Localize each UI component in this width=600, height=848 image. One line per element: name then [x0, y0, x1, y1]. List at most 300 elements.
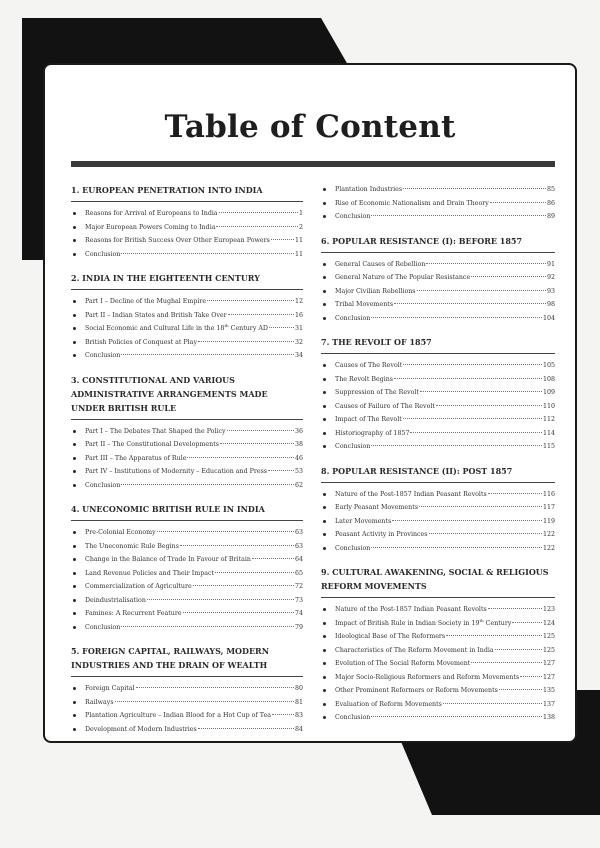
entry-title: Conclusion: [335, 213, 371, 220]
entry-page-number: 117: [542, 504, 555, 511]
entry-title: Deindustrialisation: [85, 596, 146, 604]
entry-title: Tribal Movements: [335, 301, 394, 308]
toc-section: [321, 335, 555, 454]
dot-leader: [180, 545, 294, 546]
bullet-icon: [73, 572, 76, 575]
dot-leader: [495, 649, 542, 650]
entry-title: Railways: [85, 698, 114, 706]
entry-page-number: 116: [542, 490, 555, 498]
toc-entry[interactable]: [71, 709, 303, 723]
entry-page-number: 104: [542, 314, 555, 322]
dot-leader: [183, 612, 294, 613]
bullet-icon: [323, 263, 326, 266]
dot-leader: [121, 354, 294, 355]
entry-page-number: 92: [546, 274, 555, 281]
dot-leader: [198, 728, 294, 729]
entry-title: Causes of The Revolt: [335, 362, 403, 369]
bullet-icon: [323, 276, 326, 279]
entry-title: Plantation Agriculture – Indian Blood for a Hot Cup of Tea: [85, 712, 271, 719]
bullet-icon: [323, 703, 326, 706]
section-item-list: [321, 603, 555, 725]
dot-leader: [215, 572, 294, 573]
entry-page-number: 1: [298, 210, 303, 217]
entry-page-number: 80: [294, 685, 303, 692]
dot-leader: [115, 701, 294, 702]
toc-entry[interactable]: [321, 671, 555, 685]
entry-title: Part II – Indian States and British Take Over: [85, 311, 227, 319]
section-item-list: [71, 207, 303, 261]
dot-leader: [216, 226, 298, 227]
dot-leader: [394, 303, 546, 304]
entry-page-number: 11: [294, 250, 303, 258]
toc-entry[interactable]: [71, 322, 303, 336]
toc-entry[interactable]: [321, 488, 555, 502]
toc-entry[interactable]: [71, 723, 303, 737]
bullet-icon: [323, 622, 326, 625]
entry-page-number: 38: [294, 441, 303, 448]
entry-title: The Uneconomic Rule Begins: [85, 542, 179, 550]
entry-title: Major European Powers Coming to India: [85, 223, 216, 231]
entry-title: Nature of the Post-1857 Indian Peasant Revolts: [335, 606, 487, 613]
entry-title: Historiography of 1857: [335, 429, 410, 437]
entry-title: British Policies of Conquest at Play: [85, 338, 197, 346]
bullet-icon: [323, 364, 326, 367]
toc-entry[interactable]: [321, 711, 555, 725]
toc-section: [71, 183, 303, 261]
bullet-icon: [73, 457, 76, 460]
entry-page-number: 11: [294, 237, 303, 244]
bullet-icon: [73, 470, 76, 473]
toc-entry[interactable]: [321, 603, 555, 617]
toc-entry[interactable]: [71, 696, 303, 710]
toc-section: [321, 183, 555, 224]
bullet-icon: [73, 314, 76, 317]
entry-page-number: 34: [294, 352, 303, 359]
toc-entry[interactable]: [71, 438, 303, 452]
dot-leader: [403, 364, 542, 365]
toc-entry[interactable]: [321, 413, 555, 427]
toc-section: [71, 373, 303, 493]
entry-title: Reasons for Arrival of Europeans to India: [85, 210, 218, 217]
entry-title: General Nature of The Popular Resistance: [335, 274, 471, 281]
toc-entry[interactable]: [71, 479, 303, 493]
bullet-icon: [323, 378, 326, 381]
toc-entry[interactable]: [321, 698, 555, 712]
bullet-icon: [323, 188, 326, 191]
toc-entry[interactable]: [71, 452, 303, 466]
entry-page-number: 53: [294, 468, 303, 475]
toc-entry[interactable]: [321, 427, 555, 441]
entry-page-number: 72: [294, 583, 303, 590]
toc-entry[interactable]: [71, 526, 303, 540]
section-item-list: [71, 526, 303, 634]
toc-entry[interactable]: [71, 567, 303, 581]
toc-entry[interactable]: [321, 400, 555, 414]
dot-leader: [443, 703, 542, 704]
dot-leader: [512, 622, 542, 623]
dot-leader: [490, 202, 546, 203]
entry-title: Later Movements: [335, 517, 392, 525]
section-heading: 5. FOREIGN CAPITAL, RAILWAYS, MODERN INDUSTRIES AND THE DRAIN OF WEALTH: [71, 644, 303, 677]
entry-page-number: 137: [542, 700, 555, 708]
dot-leader: [403, 188, 546, 189]
section-item-list: [71, 425, 303, 493]
toc-entry[interactable]: [71, 425, 303, 439]
dot-leader: [429, 533, 542, 534]
bullet-icon: [73, 226, 76, 229]
bullet-icon: [323, 635, 326, 638]
toc-entry[interactable]: [321, 542, 555, 556]
bullet-icon: [323, 716, 326, 719]
section-item-list: [71, 295, 303, 363]
entry-title: Ideological Base of The Reformers: [335, 633, 446, 640]
entry-page-number: 115: [542, 443, 555, 450]
bullet-icon: [73, 545, 76, 548]
entry-title: Conclusion: [85, 481, 121, 489]
dot-leader: [252, 558, 294, 559]
entry-title: Other Prominent Reformers or Reform Movements: [335, 687, 498, 694]
entry-title: Impact of The Revolt: [335, 416, 402, 423]
entry-page-number: 46: [294, 454, 303, 462]
entry-title: Famines: A Recurrent Feature: [85, 610, 182, 617]
bullet-icon: [323, 405, 326, 408]
entry-title: Rise of Economic Nationalism and Drain Theory: [335, 199, 489, 207]
page-title: Table of Content: [164, 109, 456, 145]
entry-page-number: 110: [542, 402, 555, 410]
entry-page-number: 89: [546, 213, 555, 220]
entry-page-number: 85: [546, 186, 555, 193]
bullet-icon: [323, 432, 326, 435]
bullet-icon: [73, 239, 76, 242]
entry-title: Conclusion: [335, 714, 371, 721]
entry-page-number: 73: [294, 596, 303, 604]
entry-page-number: 32: [294, 338, 303, 346]
entry-page-number: 127: [542, 660, 555, 667]
entry-page-number: 123: [542, 606, 555, 613]
entry-page-number: 36: [294, 427, 303, 435]
toc-entry[interactable]: [71, 580, 303, 594]
bullet-icon: [323, 493, 326, 496]
toc-entry[interactable]: [71, 540, 303, 554]
entry-page-number: 135: [542, 687, 555, 694]
bullet-icon: [73, 728, 76, 731]
entry-title: Evaluation of Reform Movements: [335, 700, 442, 708]
entry-page-number: 125: [542, 646, 555, 654]
entry-page-number: 12: [294, 298, 303, 305]
entry-title: Major Socio-Religious Reformers and Reform Movements: [335, 673, 520, 681]
dot-leader: [488, 608, 542, 609]
section-item-list: [321, 488, 555, 556]
entry-page-number: 74: [294, 610, 303, 617]
dot-leader: [471, 276, 546, 277]
bullet-icon: [323, 215, 326, 218]
toc-column-right: [321, 183, 555, 735]
dot-leader: [392, 520, 542, 521]
toc-entry[interactable]: [321, 183, 555, 197]
toc-entry[interactable]: [321, 285, 555, 299]
dot-leader: [436, 405, 542, 406]
toc-entry[interactable]: [321, 440, 555, 454]
bullet-icon: [73, 484, 76, 487]
dot-leader: [394, 378, 542, 379]
bullet-icon: [323, 676, 326, 679]
dot-leader: [488, 493, 542, 494]
dot-leader: [403, 418, 542, 419]
toc-section: [71, 271, 303, 363]
dot-leader: [136, 687, 294, 688]
toc-entry[interactable]: [71, 553, 303, 567]
entry-title: Foreign Capital: [85, 685, 135, 692]
section-heading: 7. THE REVOLT OF 1857: [321, 335, 555, 354]
toc-column-left: [71, 183, 303, 746]
dot-leader: [410, 432, 542, 433]
entry-title: Change in the Balance of Trade In Favour of Britain: [85, 556, 251, 563]
entry-page-number: 86: [546, 199, 555, 207]
toc-entry[interactable]: [321, 373, 555, 387]
dot-leader: [471, 662, 542, 663]
dot-leader: [268, 470, 294, 471]
bullet-icon: [323, 547, 326, 550]
bullet-icon: [73, 327, 76, 330]
toc-entry[interactable]: [71, 621, 303, 635]
bullet-icon: [323, 506, 326, 509]
entry-title: Conclusion: [85, 352, 121, 359]
bullet-icon: [73, 253, 76, 256]
entry-title: Evolution of The Social Reform Movement: [335, 660, 471, 667]
entry-page-number: 91: [546, 260, 555, 268]
bullet-icon: [323, 445, 326, 448]
dot-leader: [371, 547, 542, 548]
dot-leader: [147, 599, 294, 600]
section-item-list: [321, 359, 555, 454]
toc-entry[interactable]: [71, 349, 303, 363]
section-heading: 2. INDIA IN THE EIGHTEENTH CENTURY: [71, 271, 303, 290]
section-heading: 3. CONSTITUTIONAL AND VARIOUS ADMINISTRATIVE ARRANGEMENTS MADE UNDER BRITISH RULE: [71, 373, 303, 420]
section-heading: 4. UNECONOMIC BRITISH RULE IN INDIA: [71, 502, 303, 521]
entry-page-number: 112: [542, 416, 555, 423]
dot-leader: [417, 290, 546, 291]
entry-title: Social Economic and Cultural Life in the 18th Century AD: [85, 322, 268, 332]
bullet-icon: [73, 212, 76, 215]
toc-entry[interactable]: [71, 607, 303, 621]
dot-leader: [228, 314, 294, 315]
dot-leader: [198, 341, 294, 342]
bullet-icon: [323, 391, 326, 394]
toc-entry[interactable]: [321, 630, 555, 644]
toc-card: [43, 63, 577, 743]
toc-entry[interactable]: [71, 248, 303, 262]
dot-leader: [271, 239, 294, 240]
bullet-icon: [73, 714, 76, 717]
dot-leader: [371, 215, 546, 216]
entry-page-number: 81: [294, 698, 303, 706]
toc-section: [321, 464, 555, 556]
toc-section: [71, 502, 303, 634]
entry-page-number: 2: [298, 223, 303, 231]
entry-page-number: 31: [294, 325, 303, 332]
bullet-icon: [73, 531, 76, 534]
entry-title: Conclusion: [335, 544, 371, 552]
toc-section: [321, 565, 555, 725]
dot-leader: [272, 714, 294, 715]
entry-title: Major Civilian Rebellions: [335, 287, 416, 295]
toc-entry[interactable]: [71, 221, 303, 235]
entry-page-number: 109: [542, 389, 555, 396]
dot-leader: [371, 445, 542, 446]
bullet-icon: [323, 533, 326, 536]
dot-leader: [207, 300, 294, 301]
entry-title: The Revolt Begins: [335, 375, 394, 383]
bullet-icon: [73, 341, 76, 344]
toc-entry[interactable]: [71, 234, 303, 248]
bullet-icon: [73, 626, 76, 629]
entry-title: Conclusion: [85, 623, 121, 631]
entry-page-number: 127: [542, 673, 555, 681]
bullet-icon: [323, 520, 326, 523]
bullet-icon: [323, 689, 326, 692]
toc-section: [321, 234, 555, 326]
toc-entry[interactable]: [71, 594, 303, 608]
entry-title: Part II – The Constitutional Developments: [85, 441, 219, 448]
bullet-icon: [73, 599, 76, 602]
section-item-list: [321, 183, 555, 224]
entry-title: Commercialization of Agriculture: [85, 583, 192, 590]
entry-title: Conclusion: [335, 314, 371, 322]
bullet-icon: [323, 608, 326, 611]
toc-entry[interactable]: [321, 617, 555, 631]
entry-page-number: 125: [542, 633, 555, 640]
dot-leader: [157, 531, 294, 532]
dot-leader: [371, 716, 542, 717]
bullet-icon: [73, 701, 76, 704]
toc-entry[interactable]: [321, 515, 555, 529]
bullet-icon: [73, 300, 76, 303]
entry-page-number: 105: [542, 362, 555, 369]
toc-entry[interactable]: [321, 644, 555, 658]
entry-page-number: 64: [294, 556, 303, 563]
entry-page-number: 84: [294, 725, 303, 733]
bullet-icon: [73, 558, 76, 561]
toc-entry[interactable]: [71, 295, 303, 309]
toc-entry[interactable]: [321, 528, 555, 542]
toc-entry[interactable]: [321, 197, 555, 211]
entry-title: Early Peasant Movements: [335, 504, 418, 511]
section-heading: 1. EUROPEAN PENETRATION INTO INDIA: [71, 183, 303, 202]
dot-leader: [269, 327, 294, 328]
bullet-icon: [323, 649, 326, 652]
toc-entry[interactable]: [321, 312, 555, 326]
bullet-icon: [73, 430, 76, 433]
dot-leader: [426, 263, 546, 264]
entry-title: Land Revenue Policies and Their Impact: [85, 569, 215, 577]
toc-entry[interactable]: [321, 501, 555, 515]
entry-page-number: 16: [294, 311, 303, 319]
bullet-icon: [323, 290, 326, 293]
section-heading: 9. CULTURAL AWAKENING, SOCIAL & RELIGIOUS REFORM MOVEMENTS: [321, 565, 555, 598]
entry-page-number: 62: [294, 481, 303, 489]
entry-title: Part IV – Institutions of Modernity – Education and Press: [85, 468, 268, 475]
dot-leader: [121, 484, 294, 485]
entry-page-number: 119: [542, 517, 555, 525]
entry-page-number: 98: [546, 301, 555, 308]
toc-entry[interactable]: [321, 271, 555, 285]
toc-entry[interactable]: [71, 682, 303, 696]
dot-leader: [187, 457, 294, 458]
entry-title: Part I – The Debates That Shaped the Policy: [85, 427, 226, 435]
toc-entry[interactable]: [321, 386, 555, 400]
entry-title: Impact of British Rule in Indian Society in 19th Century: [335, 617, 512, 627]
section-item-list: [71, 682, 303, 736]
entry-title: Reasons for British Success Over Other European Powers: [85, 237, 270, 244]
toc-entry[interactable]: [321, 684, 555, 698]
entry-title: Nature of the Post-1857 Indian Peasant Revolts: [335, 490, 487, 498]
entry-page-number: 124: [542, 619, 555, 627]
entry-page-number: 65: [294, 569, 303, 577]
bullet-icon: [73, 687, 76, 690]
toc-entry[interactable]: [71, 207, 303, 221]
toc-entry[interactable]: [71, 309, 303, 323]
dot-leader: [220, 443, 294, 444]
bullet-icon: [73, 443, 76, 446]
entry-title: Part III – The Apparatus of Rule: [85, 454, 187, 462]
toc-entry[interactable]: [321, 298, 555, 312]
bullet-icon: [323, 202, 326, 205]
entry-page-number: 79: [294, 623, 303, 631]
bullet-icon: [323, 317, 326, 320]
entry-page-number: 93: [546, 287, 555, 295]
toc-entry[interactable]: [321, 258, 555, 272]
entry-page-number: 138: [542, 714, 555, 721]
dot-leader: [121, 626, 294, 627]
dot-leader: [499, 689, 542, 690]
section-heading: 6. POPULAR RESISTANCE (I): BEFORE 1857: [321, 234, 555, 253]
bullet-icon: [73, 612, 76, 615]
bullet-icon: [73, 585, 76, 588]
entry-title: Peasant Activity in Provinces: [335, 531, 428, 538]
toc-entry[interactable]: [321, 657, 555, 671]
entry-page-number: 122: [542, 544, 555, 552]
dot-leader: [419, 506, 542, 507]
dot-leader: [371, 317, 542, 318]
toc-entry[interactable]: [71, 336, 303, 350]
toc-entry[interactable]: [71, 465, 303, 479]
bullet-icon: [323, 418, 326, 421]
entry-title: Pre-Colonial Economy: [85, 529, 156, 536]
bullet-icon: [323, 303, 326, 306]
entry-title: General Causes of Rebellion: [335, 260, 426, 268]
toc-section: [71, 644, 303, 736]
toc-entry[interactable]: [321, 359, 555, 373]
entry-page-number: 63: [294, 542, 303, 550]
title-underline-bar: [71, 161, 555, 167]
entry-page-number: 114: [542, 429, 555, 437]
entry-page-number: 108: [542, 375, 555, 383]
dot-leader: [227, 430, 294, 431]
dot-leader: [446, 635, 542, 636]
bullet-icon: [323, 662, 326, 665]
dot-leader: [219, 212, 298, 213]
entry-title: Development of Modern Industries: [85, 725, 197, 733]
entry-title: Conclusion: [85, 250, 121, 258]
entry-title: Conclusion: [335, 443, 371, 450]
bullet-icon: [73, 354, 76, 357]
section-item-list: [321, 258, 555, 326]
dot-leader: [193, 585, 294, 586]
entry-title: Characteristics of The Reform Movement in India: [335, 646, 494, 654]
section-heading: 8. POPULAR RESISTANCE (II): POST 1857: [321, 464, 555, 483]
entry-page-number: 122: [542, 531, 555, 538]
toc-entry[interactable]: [321, 210, 555, 224]
